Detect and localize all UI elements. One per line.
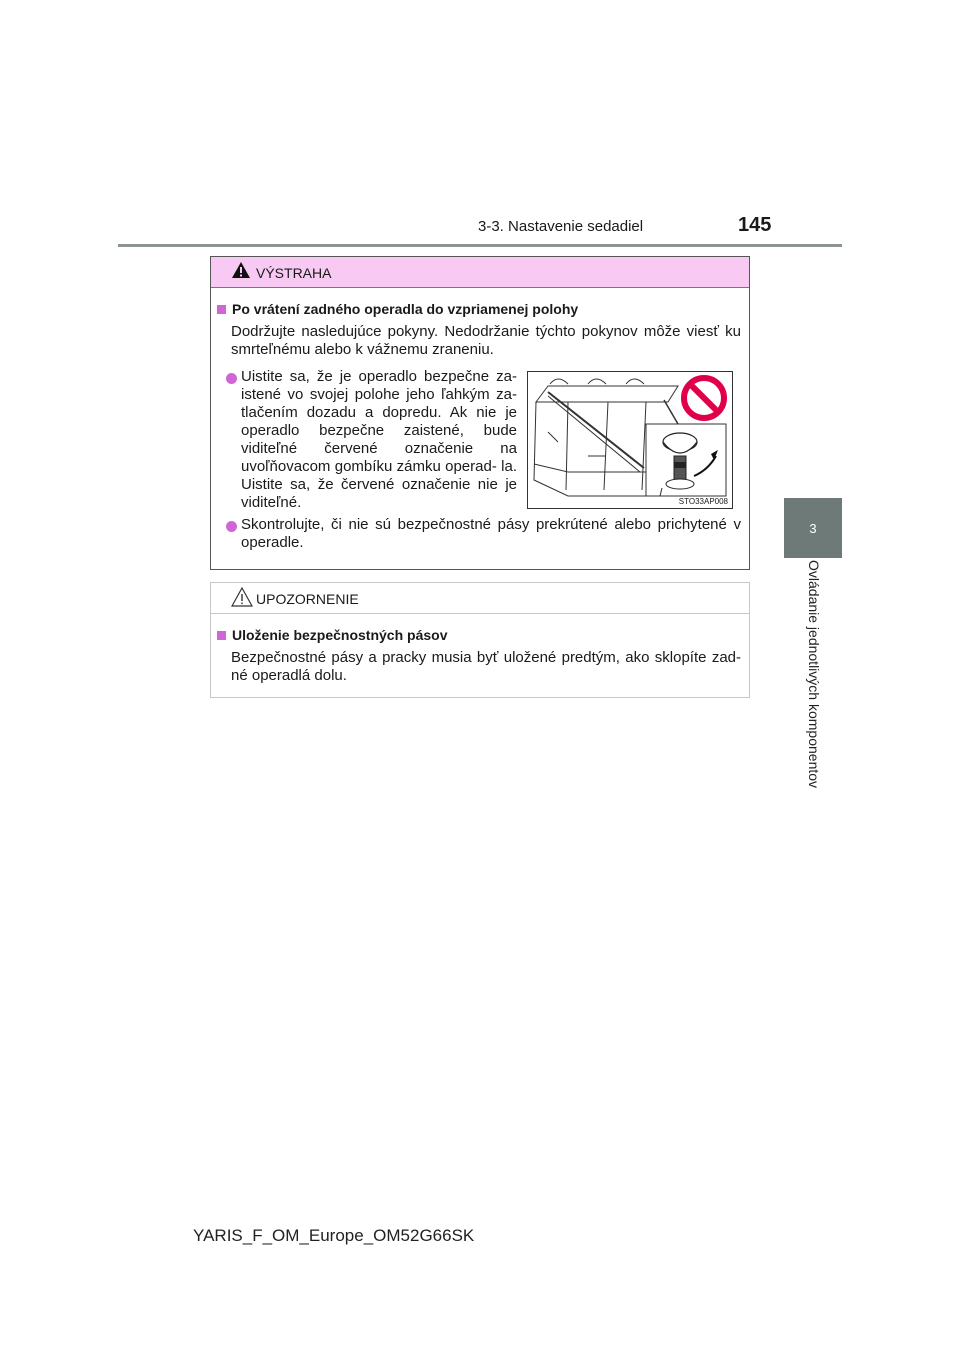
release-knob-inset xyxy=(646,424,726,496)
bullet-dot-icon xyxy=(226,521,237,532)
warning-header xyxy=(211,257,749,288)
chapter-title: Ovládanie jednotlivých komponentov xyxy=(806,560,822,789)
seat-illustration xyxy=(527,371,733,509)
square-bullet-icon xyxy=(217,631,226,640)
header-section-title: 3-3. Nastavenie sedadiel xyxy=(478,218,644,235)
caution-header xyxy=(211,583,749,614)
figure-code: STO33AP008 xyxy=(678,497,728,506)
chapter-tab xyxy=(784,558,842,798)
square-bullet-icon xyxy=(217,305,226,314)
warning-intro: Dodržujte nasledujúce pokyny. Nedodržanie týchto pokynov môže viesť ku smrteľnému alebo k vážnemu zraneniu. xyxy=(231,323,741,358)
warning-section-title xyxy=(217,301,578,317)
caution-text: Bezpečnostné pásy a pracky musia byť uložené predtým, ako sklopíte zad- né operadlá dolu. xyxy=(231,649,741,684)
warning-bullet-2: Skontrolujte, či nie sú bezpečnostné pásy prekrútené alebo prichytené v operadle. xyxy=(241,516,741,551)
warning-section-title-text: Po vrátení zadného operadla do vzpriamenej polohy xyxy=(232,301,579,317)
caution-section-title xyxy=(217,627,448,643)
caution-label: UPOZORNENIE xyxy=(256,591,359,607)
document-code: YARIS_F_OM_Europe_OM52G66SK xyxy=(193,1226,475,1245)
caution-box xyxy=(210,582,750,698)
page-number: 145 xyxy=(738,214,772,236)
prohibition-icon xyxy=(684,378,724,418)
chapter-tab-number xyxy=(784,498,842,558)
rear-seat-drawing xyxy=(528,372,732,508)
warning-bullet-1: Uistite sa, že je operadlo bezpečne za- istené vo svojej polohe jeho ľahkým za- tlačením dozadu a dopredu. Ak nie je operadlo bezpečne zaistené, bude viditeľné červené označenie na uvoľňovacom gombíku zámku operad- la. Uistite sa, že červené označenie nie je viditeľné. xyxy=(241,368,517,511)
warning-box xyxy=(210,256,750,570)
warning-triangle-icon xyxy=(231,260,251,280)
caution-triangle-icon xyxy=(231,586,253,608)
warning-label: VÝSTRAHA xyxy=(256,265,332,281)
bullet-dot-icon xyxy=(226,373,237,384)
header-rule xyxy=(118,244,842,247)
caution-section-title-text: Uloženie bezpečnostných pásov xyxy=(232,627,448,643)
chapter-number: 3 xyxy=(809,520,817,536)
